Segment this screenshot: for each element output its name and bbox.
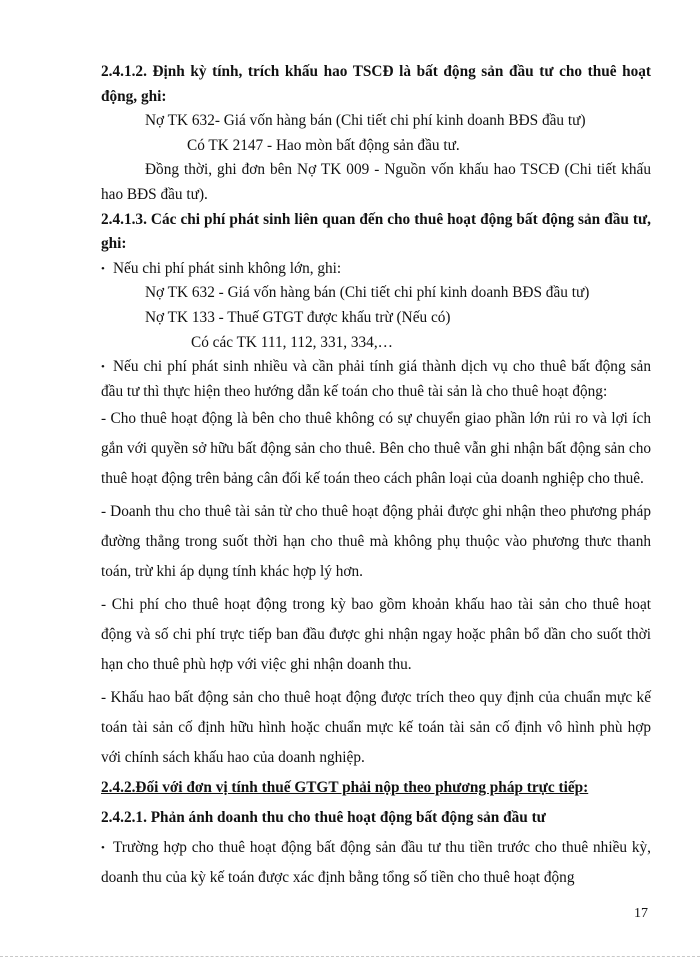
- entry-debit-133: Nợ TK 133 - Thuế GTGT được khấu trừ (Nếu có): [145, 308, 451, 326]
- bullet-glyph: •: [101, 842, 105, 855]
- heading-2-4-2-1: 2.4.2.1. Phản ánh doanh thu cho thuê hoạt động bất động sản đầu tư: [101, 809, 546, 827]
- heading-2-4-2: 2.4.2.Đối với đơn vị tính thuế GTGT phải nộp theo phương pháp trực tiếp:: [101, 779, 589, 797]
- page-number: 17: [634, 906, 648, 921]
- paragraph-lease-revenue: - Doanh thu cho thuê tài sản từ cho thuê hoạt động phải được ghi nhận theo phương pháp đường thẳng trong suốt thời hạn cho thuê mà không phụ thuộc vào phương thưc thanh toán, trừ khi áp dụng tính khác hợp lý hơn.: [101, 503, 651, 581]
- page-content: [101, 60, 651, 893]
- heading-2-4-1-2: 2.4.1.2. Định kỳ tính, trích khấu hao TSCĐ là bất động sản đầu tư cho thuê hoạt động, ghi:: [101, 63, 651, 105]
- entry-credit-accounts: Có các TK 111, 112, 331, 334,…: [191, 333, 393, 351]
- bullet-glyph: •: [101, 361, 105, 374]
- entry-debit-632-cost: Nợ TK 632 - Giá vốn hàng bán (Chi tiết chi phí kinh doanh BĐS đầu tư): [145, 284, 590, 302]
- page-bottom-border: [0, 956, 700, 957]
- bullet-item-large-cost: [101, 355, 651, 404]
- bullet-glyph: •: [101, 262, 105, 275]
- bullet-item-small-cost: [101, 257, 651, 282]
- bullet-text: Nếu chi phí phát sinh nhiều và cần phải tính giá thành dịch vụ cho thuê bất động sản đầu tư thì thực hiện theo hướng dẫn kế toán cho thuê tài sản là cho thuê hoạt động:: [101, 358, 651, 400]
- paragraph-operating-lease-definition: - Cho thuê hoạt động là bên cho thuê không có sự chuyển giao phần lớn rủi ro và lợi ích gắn với quyền sở hữu bất động sản cho thuê. Bên cho thuê vẫn ghi nhận bất động sản cho thuê hoạt động trên bảng cân đối kế toán theo cách phân loại của doanh nghiệp cho thuê.: [101, 410, 651, 488]
- bullet-text: Nếu chi phí phát sinh không lớn, ghi:: [113, 259, 342, 277]
- entry-credit-2147: Có TK 2147 - Hao mòn bất động sản đầu tư.: [187, 136, 460, 154]
- entry-debit-632: Nợ TK 632- Giá vốn hàng bán (Chi tiết chi phí kinh doanh BĐS đầu tư): [145, 112, 586, 130]
- bullet-text: Trường hợp cho thuê hoạt động bất động sản đầu tư thu tiền trước cho thuê nhiều kỳ, doanh thu của kỳ kế toán được xác định bằng tổng số tiền cho thuê hoạt động: [101, 839, 651, 887]
- paragraph-lease-cost: - Chi phí cho thuê hoạt động trong kỳ bao gồm khoản khấu hao tài sản cho thuê hoạt động và số chi phí trực tiếp ban đầu được ghi nhận ngay hoặc phân bổ dần cho suốt thời hạn cho thuê phù hợp với việc ghi nhận doanh thu.: [101, 596, 651, 674]
- paragraph-debit-009: Đồng thời, ghi đơn bên Nợ TK 009 - Nguồn vốn khấu hao TSCĐ (Chi tiết khấu hao BĐS đầu tư).: [101, 161, 651, 203]
- bullet-item-prepaid-lease: [101, 833, 651, 893]
- heading-2-4-1-3: 2.4.1.3. Các chi phí phát sinh liên quan đến cho thuê hoạt động bất động sản đầu tư, ghi:: [101, 210, 651, 253]
- paragraph-lease-depreciation: - Khấu hao bất động sản cho thuê hoạt động được trích theo quy định của chuẩn mực kế toán tài sản cố định hữu hình hoặc chuẩn mực kế toán tài sản cố định vô hình phù hợp với chính sách khấu hao của doanh nghiệp.: [101, 689, 651, 767]
